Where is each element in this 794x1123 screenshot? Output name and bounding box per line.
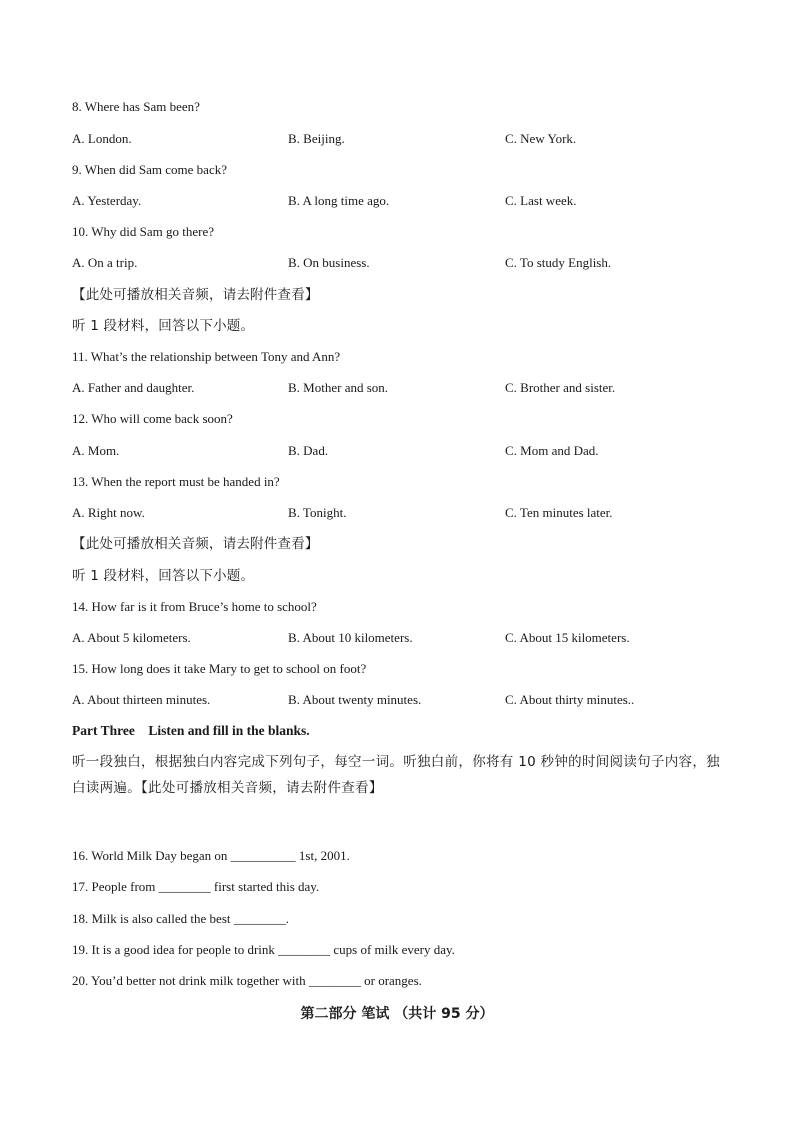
question-14: 14. How far is it from Bruce’s home to school?: [72, 599, 317, 614]
question-16: 16. World Milk Day began on __________ 1st, 2001.: [72, 848, 350, 863]
option-10c: C. To study English.: [505, 255, 612, 270]
option-9b: B. A long time ago.: [288, 193, 390, 208]
option-11b: B. Mother and son.: [288, 380, 389, 395]
part-three-heading: Part Three Listen and fill in the blanks.: [72, 723, 310, 738]
part-three-instruction: 听一段独白，根据独白内容完成下列句子，每空一词。听独白前，你将有 10 秒钟的时间阅读句子内容，独白读两遍。【此处可播放相关音频，请去附件查看】: [72, 754, 720, 796]
question-9: 9. When did Sam come back?: [72, 162, 227, 177]
option-12b: B. Dad.: [288, 443, 329, 458]
option-14c: C. About 15 kilometers.: [505, 630, 630, 645]
question-18: 18. Milk is also called the best ________.: [72, 911, 290, 926]
option-15c: C. About thirty minutes..: [505, 692, 635, 707]
question-12: 12. Who will come back soon?: [72, 411, 233, 426]
option-12a: A. Mom.: [72, 443, 120, 458]
option-14a: A. About 5 kilometers.: [72, 630, 191, 645]
option-13a: A. Right now.: [72, 505, 145, 520]
instruction: 听 1 段材料，回答以下小题。: [72, 318, 255, 334]
option-8b: B. Beijing.: [288, 131, 345, 146]
audio-note: 【此处可播放相关音频，请去附件查看】: [72, 536, 319, 552]
question-20: 20. You’d better not drink milk together with ________ or oranges.: [72, 973, 422, 988]
option-11a: A. Father and daughter.: [72, 380, 195, 395]
question-17: 17. People from ________ first started this day.: [72, 879, 320, 894]
option-8c: C. New York.: [505, 131, 577, 146]
question-13: 13. When the report must be handed in?: [72, 474, 280, 489]
option-10b: B. On business.: [288, 255, 370, 270]
question-11: 11. What’s the relationship between Tony and Ann?: [72, 349, 341, 364]
option-10a: A. On a trip.: [72, 255, 138, 270]
question-10: 10. Why did Sam go there?: [72, 224, 215, 239]
section-two-title: 第二部分 笔试 （共计 95 分）: [300, 1006, 494, 1022]
option-15b: B. About twenty minutes.: [288, 692, 422, 707]
option-8a: A. London.: [72, 131, 132, 146]
question-19: 19. It is a good idea for people to drink ________ cups of milk every day.: [72, 942, 455, 957]
instruction: 听 1 段材料，回答以下小题。: [72, 568, 255, 584]
option-15a: A. About thirteen minutes.: [72, 692, 211, 707]
option-9a: A. Yesterday.: [72, 193, 142, 208]
option-14b: B. About 10 kilometers.: [288, 630, 413, 645]
option-13c: C. Ten minutes later.: [505, 505, 613, 520]
option-13b: B. Tonight.: [288, 505, 347, 520]
option-11c: C. Brother and sister.: [505, 380, 616, 395]
question-8: 8. Where has Sam been?: [72, 99, 200, 114]
audio-note: 【此处可播放相关音频，请去附件查看】: [72, 287, 319, 303]
question-15: 15. How long does it take Mary to get to school on foot?: [72, 661, 367, 676]
option-9c: C. Last week.: [505, 193, 577, 208]
option-12c: C. Mom and Dad.: [505, 443, 599, 458]
